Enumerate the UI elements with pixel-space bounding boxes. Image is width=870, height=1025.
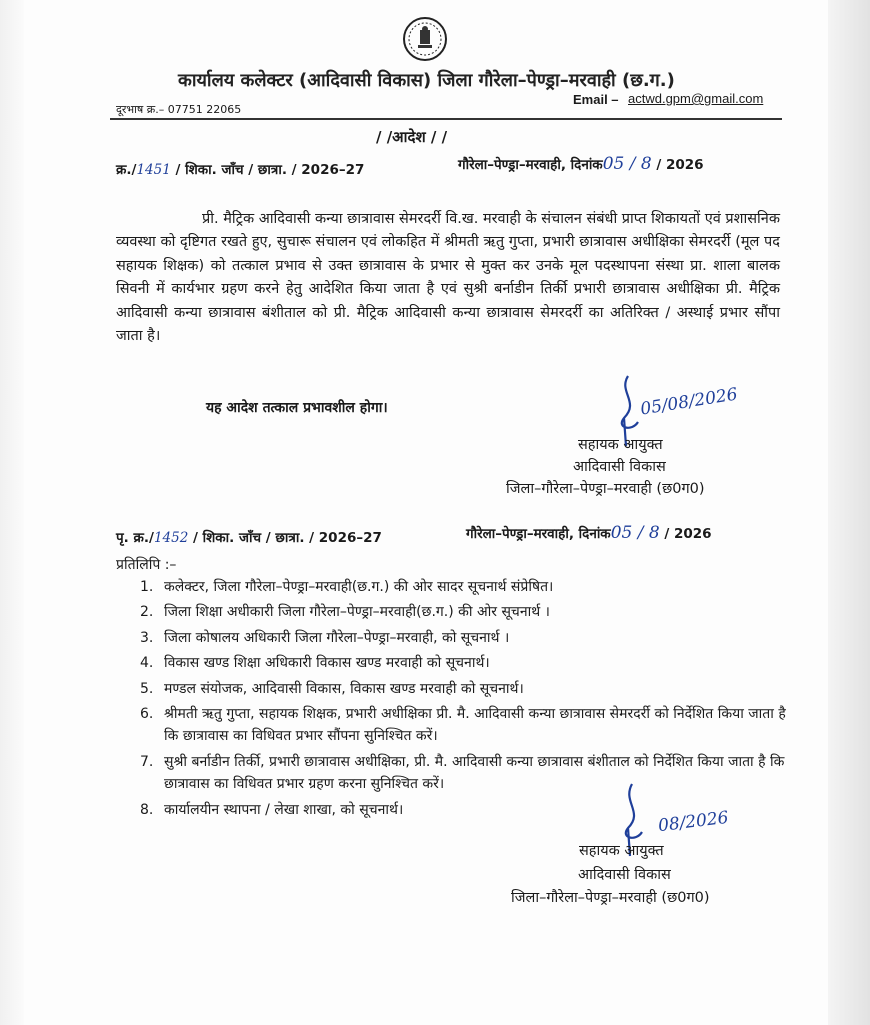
order-body-paragraph: प्री. मैट्रिक आदिवासी कन्या छात्रावास सेमरदर्री वि.ख. मरवाही के संचालन संबंधी प्राप्त शिकायतों एवं प्रशासनिक व्यवस्था को दृष्टिगत रखते हुए, सुचारू संचालन एवं लोकहित में श्रीमती ऋतु गुप्ता, प्रभारी छात्रावास अधीक्षिका सेमरदर्री (मूल पद सहायक शिक्षक) को तत्काल प्रभाव से उक्त छात्रावास के प्रभार से मुक्त कर उनके मूल पदस्थापना संस्था प्रा. शाला बालक सिवनी में कार्यभार ग्रहण करने हेतु आदेशित किया जाता है एवं सुश्री बर्नाडीन तिर्की प्रभारी छात्रावास अधीक्षिका प्री. मैट्रिक आदिवासी कन्या छात्रावास बंशीताल को प्री. मैट्रिक आदिवासी कन्या छात्रावास सेमरदर्री का अतिरिक्त / अस्थाई प्रभार सौंपा जाता है।: [116, 211, 780, 345]
phone-number: दूरभाष क्र.– 07751 22065: [116, 103, 242, 116]
endorsement-ref-suffix: / शिका. जाँच / छात्रा. / 2026–27: [193, 530, 382, 546]
signature-date-1: 05/08/2026: [639, 384, 739, 420]
copy-list-item: [136, 751, 786, 796]
copy-list-item-number: 3.: [140, 629, 154, 646]
copy-list-item: [136, 678, 786, 700]
copy-list-item-number: 4.: [140, 655, 154, 672]
endorsement-ref-number-handwritten: 1452: [153, 530, 189, 546]
office-title: कार्यालय कलेक्टर (आदिवासी विकास) जिला गौरेला–पेण्ड्रा–मरवाही (छ.ग.): [178, 70, 675, 91]
order-date-handwritten: 05 / 8: [602, 154, 652, 174]
effect-line: यह आदेश तत्काल प्रभावशील होगा।: [206, 400, 388, 416]
copy-list-item: [136, 652, 786, 674]
order-reference: [116, 160, 364, 178]
sig2-designation: सहायक आयुक्त: [579, 843, 664, 859]
sig1-district: जिला–गौरेला–पेण्ड्रा–मरवाही (छ0ग0): [506, 481, 705, 497]
copy-to-label: प्रतिलिपि :–: [116, 557, 177, 573]
signature-date-2: 08/2026: [657, 807, 730, 837]
copy-list-item-number: 2.: [140, 604, 154, 621]
order-place-date: [458, 154, 704, 174]
copy-list-item-text: कार्यालयीन स्थापना / लेखा शाखा, को सूचनार्थ।: [164, 801, 404, 818]
copy-list-item-number: 8.: [140, 801, 154, 818]
copy-list-item-text: कलेक्टर, जिला गौरेला–पेण्ड्रा–मरवाही(छ.ग.) की ओर सादर सूचनार्थ संप्रेषित।: [164, 579, 554, 595]
sig2-district: जिला–गौरेला–पेण्ड्रा–मरवाही (छ0ग0): [511, 890, 710, 906]
copy-list-item-text: जिला शिक्षा अधीकारी जिला गौरेला–पेण्ड्रा–मरवाही(छ.ग.) की ओर सूचनार्थ ।: [164, 604, 550, 621]
endorsement-place-date: [466, 523, 712, 543]
copy-list-item-text: श्रीमती ऋतु गुप्ता, सहायक शिक्षक, प्रभारी अधीक्षिका प्री. मै. आदिवासी कन्या छात्रावास सेमरदर्री को निर्देशित किया जाता है कि छात्रावास का विधिवत प्रभार सौंपना सुनिश्चित करें।: [164, 706, 786, 745]
endorsement-reference: [116, 528, 382, 546]
copy-list-item: [136, 576, 786, 598]
endorsement-year: / 2026: [664, 526, 712, 542]
email-label: Email –: [573, 92, 619, 107]
copy-list-item: [136, 703, 786, 748]
order-year: / 2026: [656, 157, 704, 173]
sig2-department: आदिवासी विकास: [578, 867, 671, 883]
sig1-department: आदिवासी विकास: [573, 459, 666, 475]
order-place: गौरेला–पेण्ड्रा–मरवाही, दिनांक: [458, 157, 603, 173]
endorsement-place: गौरेला–पेण्ड्रा–मरवाही, दिनांक: [466, 526, 611, 542]
copy-list-item: [136, 627, 786, 649]
copy-list-item: [136, 601, 786, 623]
copy-to-list: [136, 576, 786, 824]
endorsement-ref-prefix: पृ. क्र./: [116, 530, 154, 546]
order-ref-suffix: / शिका. जाँच / छात्रा. / 2026–27: [175, 162, 365, 178]
endorsement-date-handwritten: 05 / 8: [610, 523, 660, 543]
header-divider: [110, 118, 782, 120]
copy-list-item-text: सुश्री बर्नाडीन तिर्की, प्रभारी छात्रावास अधीक्षिका, प्री. मै. आदिवासी कन्या छात्रावास बंशीताल को निर्देशित किया जाता है कि छात्रावास का विधिवत प्रभार ग्रहण करना सुनिश्चित करें।: [164, 753, 785, 793]
page-edge-right: [828, 0, 870, 1025]
order-ref-number-handwritten: 1451: [136, 162, 171, 178]
copy-list-item-number: 7.: [140, 753, 154, 770]
copy-list-item-text: जिला कोषालय अधिकारी जिला गौरेला–पेण्ड्रा–मरवाही, को सूचनार्थ ।: [164, 629, 510, 646]
copy-list-item-number: 6.: [140, 706, 154, 723]
government-seal-emblem: [402, 16, 448, 62]
page-edge-left: [0, 0, 24, 1025]
email-address: actwd.gpm@gmail.com: [628, 91, 764, 106]
sig1-designation: सहायक आयुक्त: [578, 437, 663, 453]
order-title: / /आदेश / /: [376, 128, 448, 146]
copy-list-item-number: 1.: [140, 579, 154, 595]
copy-list-item-number: 5.: [140, 680, 154, 697]
copy-list-item-text: विकास खण्ड शिक्षा अधिकारी विकास खण्ड मरवाही को सूचनार्थ।: [164, 655, 490, 672]
order-ref-prefix: क्र./: [116, 162, 137, 178]
copy-list-item-text: मण्डल संयोजक, आदिवासी विकास, विकास खण्ड मरवाही को सूचनार्थ।: [164, 680, 524, 697]
